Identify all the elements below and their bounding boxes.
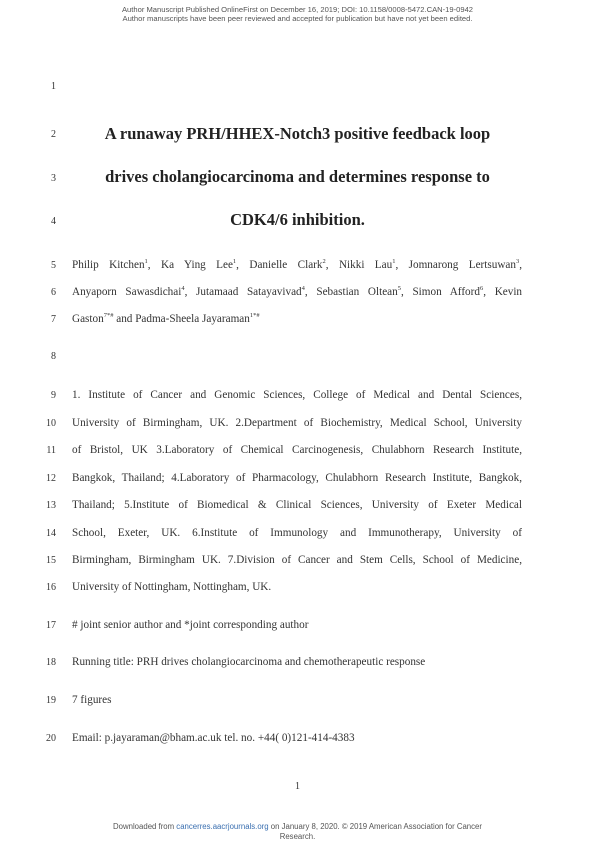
author: Jutamaad Satayavivad$^4$, bbox=[196, 285, 308, 298]
line-number: 9 bbox=[51, 390, 56, 401]
affiliation-line: University of Birmingham, UK. 2.Department of Biochemistry, Medical School, University bbox=[72, 417, 522, 429]
line-number: 7 bbox=[51, 314, 56, 325]
author: Sebastian Oltean$^5$, bbox=[316, 285, 404, 298]
author: Jomnarong Lertsuwan$^3$, bbox=[408, 258, 523, 271]
affiliation-line: School, Exeter, UK. 6.Institute of Immunology and Immunotherapy, University of bbox=[72, 527, 522, 539]
header-line-2: Author manuscripts have been peer reviewed and accepted for publication but have not yet been edited. bbox=[122, 14, 473, 23]
title-line-3: CDK4/6 inhibition. bbox=[230, 210, 365, 229]
manuscript-header bbox=[0, 5, 595, 23]
line-number: 18 bbox=[46, 657, 56, 668]
author: Ka Ying Lee$^1$, bbox=[160, 258, 239, 271]
title-line-2: drives cholangiocarcinoma and determines response to bbox=[105, 167, 490, 186]
author: Kevin bbox=[494, 286, 523, 298]
figure-count: 7 figures bbox=[72, 694, 112, 706]
author: Padma-Sheela Jayaraman$^{1*\#}$ bbox=[135, 312, 260, 325]
joint-author-note: # joint senior author and *joint corresponding author bbox=[72, 619, 309, 631]
affiliation-line: of Bristol, UK 3.Laboratory of Chemical Carcinogenesis, Chulabhorn Research Institute, bbox=[72, 444, 522, 456]
journal-link[interactable]: cancerres.aacrjournals.org bbox=[176, 822, 269, 831]
download-footer bbox=[60, 822, 535, 841]
line-number: 8 bbox=[51, 351, 56, 362]
author: Nikki Lau$^1$, bbox=[338, 258, 399, 271]
header-line-1: Author Manuscript Published OnlineFirst on December 16, 2019; DOI: 10.1158/0008-5472.CAN-19-0942 bbox=[121, 5, 474, 14]
line-number: 16 bbox=[46, 582, 56, 593]
running-title: Running title: PRH drives cholangiocarcinoma and chemotherapeutic response bbox=[72, 656, 426, 668]
affiliation-line: University of Nottingham, Nottingham, UK. bbox=[72, 581, 272, 593]
affiliation-line: 1. Institute of Cancer and Genomic Sciences, College of Medical and Dental Sciences, bbox=[72, 389, 522, 401]
author-list-line-1 bbox=[72, 258, 522, 272]
line-number: 5 bbox=[51, 260, 56, 271]
affiliation-line: Bangkok, Thailand; 4.Laboratory of Pharmacology, Chulabhorn Research Institute, Bangkok, bbox=[72, 472, 522, 484]
author: Philip Kitchen$^1$, bbox=[72, 258, 151, 271]
author: Danielle Clark$^2$, bbox=[249, 258, 329, 271]
line-number: 4 bbox=[51, 216, 56, 227]
line-number: 11 bbox=[46, 445, 56, 456]
line-number: 19 bbox=[46, 695, 56, 706]
line-number: 13 bbox=[46, 500, 56, 511]
title-line-1: A runaway PRH/HHEX-Notch3 positive feedback loop bbox=[104, 124, 491, 143]
contact-info: Email: p.jayaraman@bham.ac.uk tel. no. +44( 0)121-414-4383 bbox=[72, 732, 355, 744]
author-list-line-3: Gaston$^{7*\#}$ and Padma-Sheela Jayaraman$^{1*\#}$ bbox=[72, 312, 260, 325]
line-number: 17 bbox=[46, 620, 56, 631]
page-number: 1 bbox=[295, 781, 300, 792]
line-number: 10 bbox=[46, 418, 56, 429]
line-number: 6 bbox=[51, 287, 56, 298]
line-number: 14 bbox=[46, 528, 56, 539]
footer-line-1: Downloaded from cancerres.aacrjournals.org on January 8, 2020. © 2019 American Association for Cancer bbox=[113, 822, 482, 831]
author-list-line-2 bbox=[72, 285, 522, 299]
affiliation-line: Thailand; 5.Institute of Biomedical & Clinical Sciences, University of Exeter Medical bbox=[72, 499, 522, 511]
line-number: 1 bbox=[51, 81, 56, 92]
line-number: 3 bbox=[51, 173, 56, 184]
author: Simon Afford$^6$, bbox=[412, 285, 487, 298]
author: Anyaporn Sawasdichai$^4$, bbox=[72, 285, 188, 298]
line-number: 2 bbox=[51, 129, 56, 140]
author: Gaston$^{7*\#}$ bbox=[72, 312, 114, 325]
footer-line-2: Research. bbox=[279, 831, 316, 841]
line-number: 20 bbox=[46, 733, 56, 744]
line-number: 15 bbox=[46, 555, 56, 566]
line-number: 12 bbox=[46, 473, 56, 484]
affiliation-line: Birmingham, Birmingham UK. 7.Division of Cancer and Stem Cells, School of Medicine, bbox=[72, 554, 522, 566]
